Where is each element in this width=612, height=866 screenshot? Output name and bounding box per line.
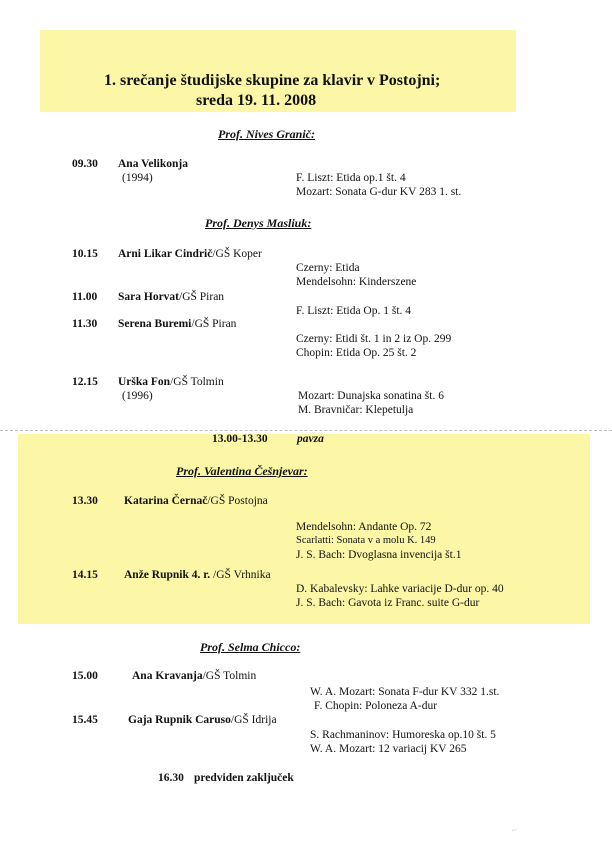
school: /GŠ Piran	[191, 318, 237, 330]
school: /GŠ Tolmin	[170, 376, 224, 388]
school: /GŠ Postojna	[207, 495, 268, 507]
page-date: sreda 19. 11. 2008	[196, 92, 317, 109]
page-title: 1. srečanje študijske skupine za klavir v Postojni;	[104, 72, 441, 89]
piece: Scarlatti: Sonata v a molu K. 149	[296, 535, 436, 546]
entry-time: 15.00	[72, 670, 98, 682]
piece: W. A. Mozart: Sonata F-dur KV 332 1.st.	[310, 686, 500, 698]
pause-label: pavza	[297, 433, 324, 445]
entry-time: 14.15	[72, 569, 98, 581]
student-line	[118, 318, 236, 330]
student-name: Ana Kravanja	[132, 670, 203, 682]
entry-time: 13.30	[72, 495, 98, 507]
piece: J. S. Bach: Gavota iz Franc. suite G-dur	[296, 597, 480, 609]
entry-time: 12.15	[72, 376, 98, 388]
piece: Czerny: Etidi št. 1 in 2 iz Op. 299	[296, 333, 452, 345]
piece: F. Liszt: Etida op.1 št. 4	[296, 172, 406, 184]
piece: M. Bravničar: Klepetulja	[298, 404, 414, 416]
entry-time: 15.45	[72, 714, 98, 726]
piece: Czerny: Etida	[296, 262, 360, 274]
school: /GŠ Idrija	[230, 714, 277, 726]
piece: Chopin: Etida Op. 25 št. 2	[296, 347, 417, 359]
professor-heading: Prof. Denys Masliuk:	[205, 216, 312, 230]
student-name: Arni Likar Cindrič	[118, 248, 213, 260]
student-line	[124, 569, 271, 581]
student-line	[118, 291, 224, 303]
student-name: Gaja Rupnik Caruso	[128, 714, 231, 726]
piece: Mendelsohn: Andante Op. 72	[296, 521, 432, 533]
entry-time: 10.15	[72, 248, 98, 260]
student-line	[118, 376, 224, 388]
birth-year: (1996)	[122, 390, 153, 402]
school: /GŠ Piran	[179, 291, 225, 303]
entry-time: 09.30	[72, 158, 98, 170]
piece: Mendelsohn: Kinderszene	[296, 276, 417, 288]
piece: W. A. Mozart: 12 variacij KV 265	[310, 743, 467, 755]
student-name: Katarina Černač	[124, 495, 208, 507]
school: /GŠ Tolmin	[202, 670, 257, 682]
piece: F. Liszt: Etida Op. 1 št. 4	[296, 305, 412, 317]
school: /GŠ Koper	[212, 248, 262, 260]
fold-line	[0, 430, 612, 431]
piece: D. Kabalevsky: Lahke variacije D-dur op. 40	[296, 583, 504, 595]
student-line	[118, 248, 262, 260]
closing-time: 16.30	[158, 772, 184, 784]
piece: Mozart: Dunajska sonatina št. 6	[298, 390, 444, 402]
birth-year: (1994)	[122, 172, 153, 184]
professor-heading: Prof. Selma Chicco:	[200, 640, 301, 654]
student-line	[128, 714, 277, 726]
piece: S. Rachmaninov: Humoreska op.10 št. 5	[310, 729, 496, 741]
professor-heading: Prof. Nives Granič:	[218, 127, 315, 141]
entry-time: 11.00	[72, 291, 98, 303]
student-line	[132, 670, 256, 682]
closing-label: predviden zaključek	[194, 772, 294, 784]
student-name: Serena Buremi	[118, 318, 192, 330]
school: /GŠ Vrhnika	[210, 569, 271, 581]
student-name: Anže Rupnik 4. r.	[124, 569, 211, 581]
student-name: Urška Fon	[118, 376, 171, 388]
piece: J. S. Bach: Dvoglasna invencija št.1	[296, 549, 462, 561]
student-name: Ana Velikonja	[118, 158, 188, 170]
professor-heading: Prof. Valentina Češnjevar:	[176, 464, 308, 478]
piece: F. Chopin: Poloneza A-dur	[314, 700, 438, 712]
entry-time: 11.30	[72, 318, 98, 330]
pause-time: 13.00-13.30	[212, 433, 268, 445]
student-line	[118, 158, 188, 170]
student-line	[124, 495, 268, 507]
student-name: Sara Horvat	[118, 291, 180, 303]
scan-mark: ~	[510, 824, 519, 836]
piece: Mozart: Sonata G-dur KV 283 1. st.	[296, 186, 462, 198]
